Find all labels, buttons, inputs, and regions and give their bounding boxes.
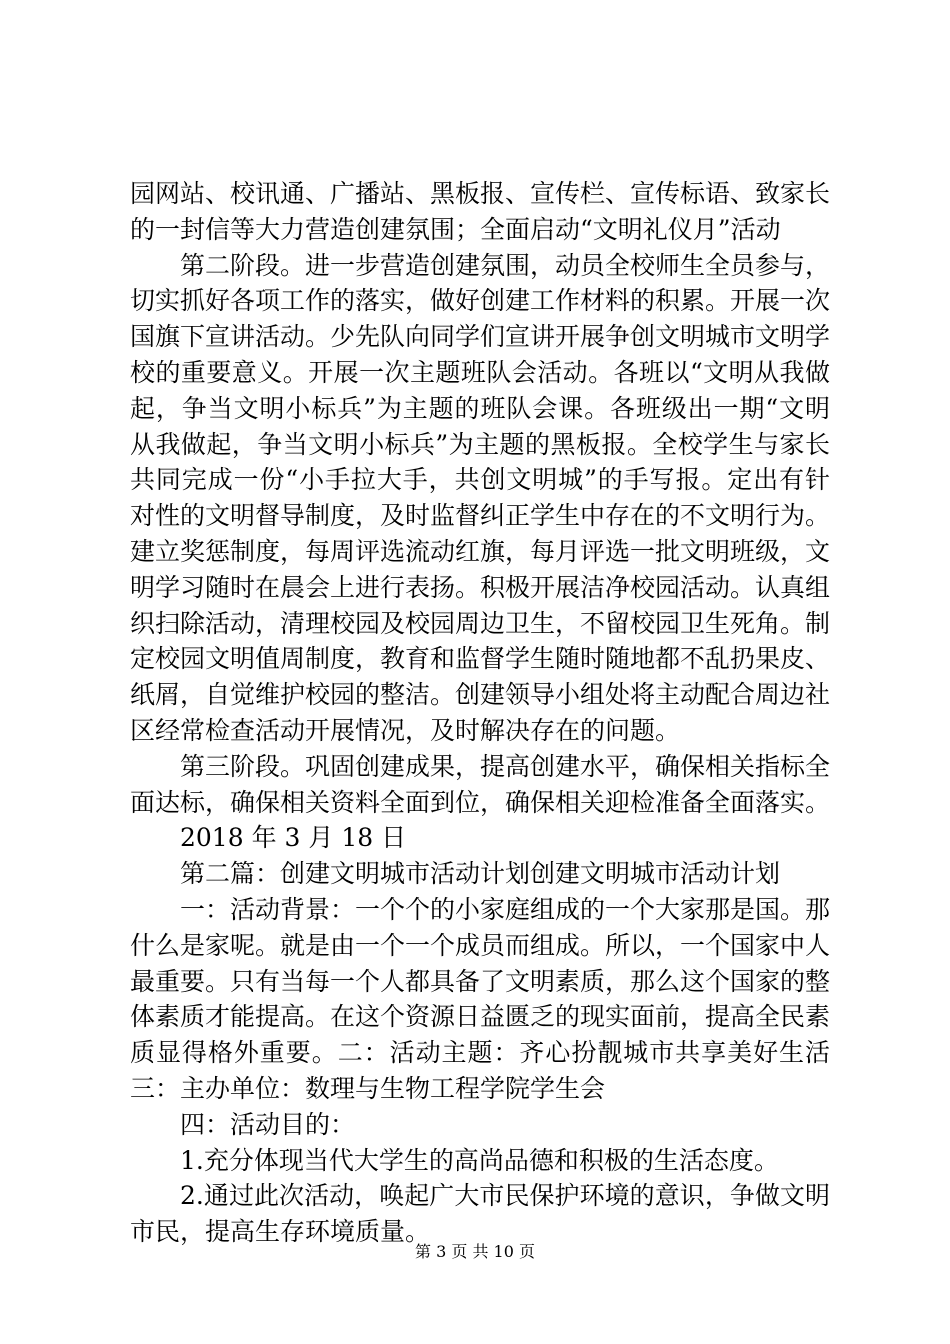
paragraph-activity-purpose-heading: 四：活动目的：	[180, 1109, 356, 1139]
paragraph-date: 2018 年 3 月 18 日	[180, 823, 407, 853]
paragraph-activity-background: 一：活动背景：一个个的小家庭组成的一个大家那是国。那什么是家呢。就是由一个一个成员而组成。所以，一个国家中人最重要。只有当每一个人都具备了文明素质，那么这个国家的整体素质才能提高。在这个资源日益匮乏的现实面前，提高全民素质显得格外重要。二：活动主题：齐心扮靓城市共享美好生活三：主办单位：数理与生物工程学院学生会	[130, 894, 831, 1103]
paragraph-purpose-item-1: 1.充分体现当代大学生的高尚品德和积极的生活态度。	[180, 1145, 779, 1175]
paragraph-section-two-title: 第二篇：创建文明城市活动计划创建文明城市活动计划	[180, 859, 781, 889]
document-body	[130, 176, 830, 1250]
paragraph-stage-three: 第三阶段。巩固创建成果，提高创建水平，确保相关指标全面达标，确保相关资料全面到位，确保相关迎检准备全面落实。	[130, 751, 831, 817]
paragraph-intro-continuation: 园网站、校讯通、广播站、黑板报、宣传栏、宣传标语、致家长的一封信等大力营造创建氛围；全面启动“文明礼仪月”活动	[130, 179, 831, 244]
paragraph-stage-two: 第二阶段。进一步营造创建氛围，动员全校师生全员参与，切实抓好各项工作的落实，做好创建工作材料的积累。开展一次国旗下宣讲活动。少先队向同学们宣讲开展争创文明城市文明学校的重要意义。开展一次主题班队会活动。各班以“文明从我做起，争当文明小标兵”为主题的班队会课。各班级出一期“文明从我做起，争当文明小标兵”为主题的黑板报。全校学生与家长共同完成一份“小手拉大手，共创文明城”的手写报。定出有针对性的文明督导制度，及时监督纠正学生中存在的不文明行为。建立奖惩制度，每周评选流动红旗，每月评选一批文明班级，文明学习随时在晨会上进行表扬。积极开展洁净校园活动。认真组织扫除活动，清理校园及校园周边卫生，不留校园卫生死角。制定校园文明值周制度，教育和监督学生随时随地都不乱扔果皮、纸屑，自觉维护校园的整洁。创建领导小组处将主动配合周边社区经常检查活动开展情况，及时解决存在的问题。	[130, 250, 831, 745]
page-footer: 第 3 页 共 10 页	[415, 1242, 535, 1261]
paragraph-purpose-item-2: 2.通过此次活动，唤起广大市民保护环境的意识，争做文明市民，提高生存环境质量。	[130, 1181, 830, 1247]
